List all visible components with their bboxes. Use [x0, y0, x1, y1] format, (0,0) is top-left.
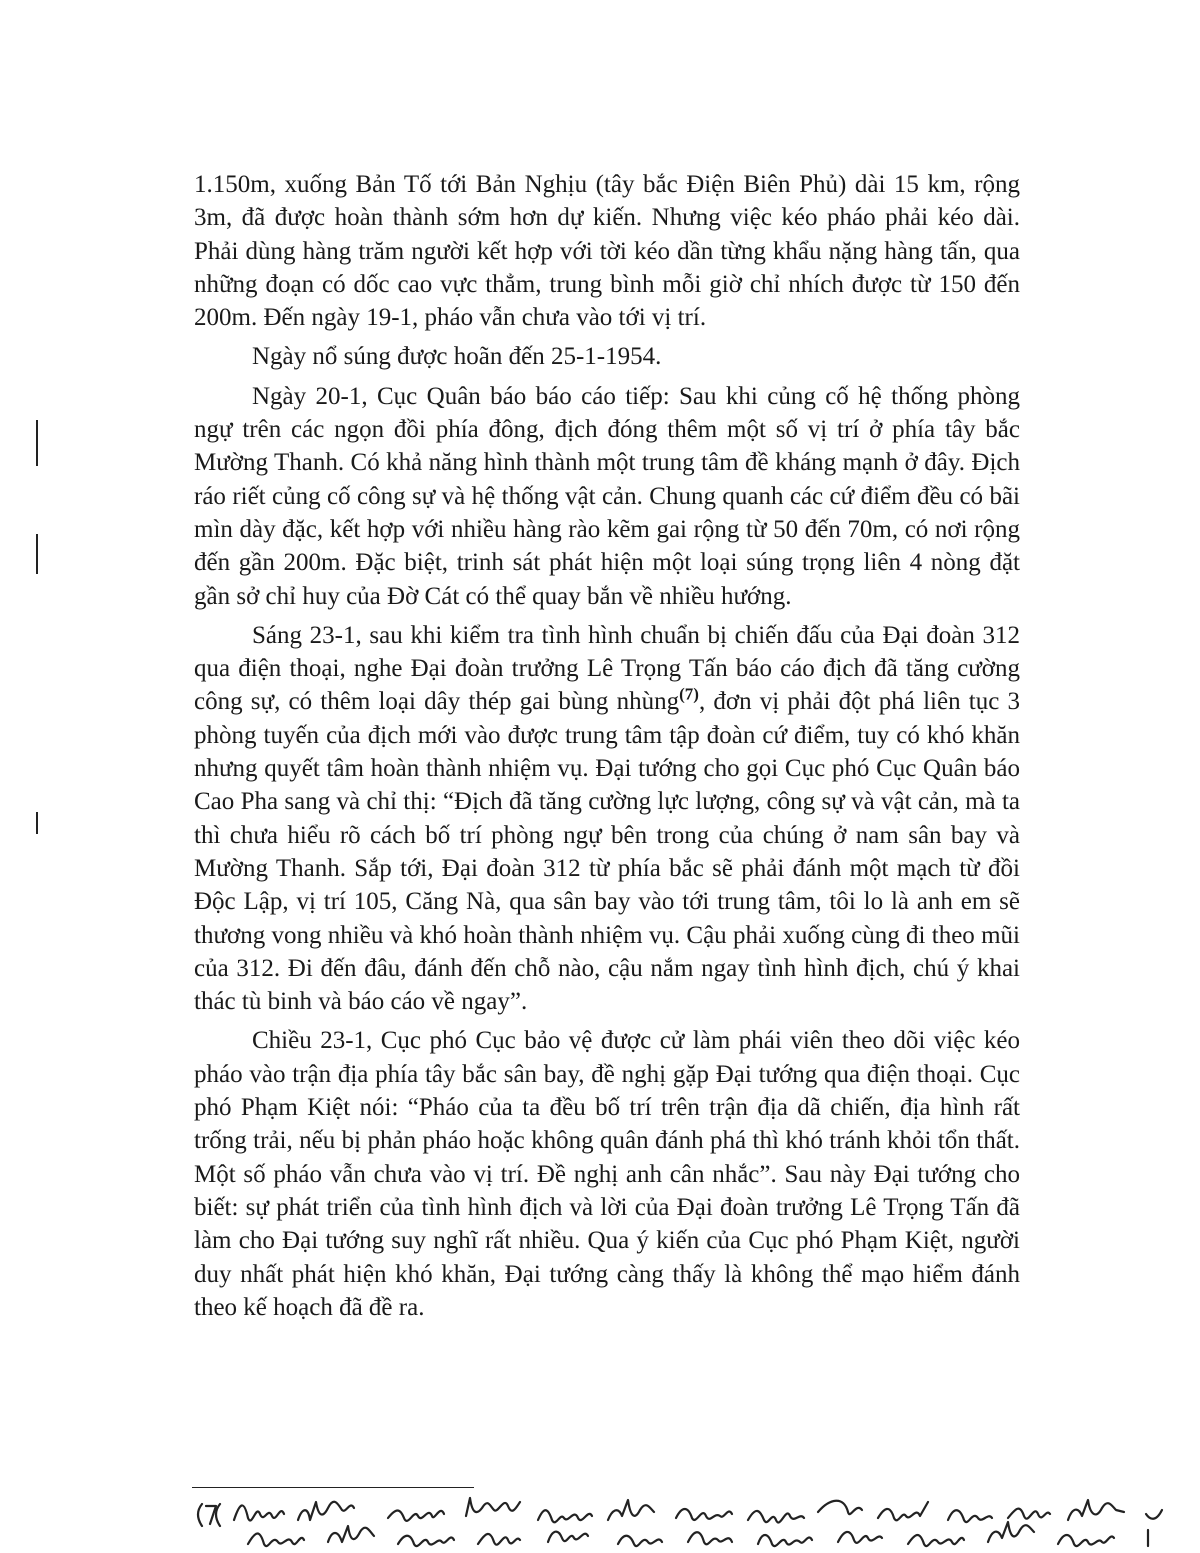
- paragraph-3: Ngày 20-1, Cục Quân báo báo cáo tiếp: Sau khi củng cố hệ thống phòng ngự trên các ngọn đồi phía đông, địch đóng thêm một số vị trí ở phía tây bắc Mường Thanh. Có khả năng hình thành một trung tâm đề kháng mạnh ở đây. Địch ráo riết củng cố công sự và hệ thống vật cản. Chung quanh các cứ điểm đều có bãi mìn dày đặc, kết hợp với nhiều hàng rào kẽm gai rộng từ 50 đến 70m, có nơi rộng đến gần 200m. Đặc biệt, trinh sát phát hiện một loại súng trọng liên 4 nòng đặt gần sở chỉ huy của Đờ Cát có thể quay bắn về nhiều hướng.: [194, 382, 1020, 610]
- paragraph-4-text-before: Sáng 23-1, sau khi kiểm tra tình hình chuẩn bị chiến đấu của Đại đoàn 312 qua điện thoại, nghe Đại đoàn trưởng Lê Trọng Tấn báo cáo địch đã tăng cường công sự, có thêm loại dây thép gai bùng nhùng: [194, 621, 1020, 716]
- footnote-reference: (7): [679, 685, 699, 705]
- paragraph-4-text-after: , đơn vị phải đột phá liên tục 3 phòng tuyến của địch mới vào được trung tâm tập đoàn cứ điểm, tuy có khó khăn nhưng quyết tâm hoàn thành nhiệm vụ. Đại tướng cho gọi Cục phó Cục Quân báo Cao Pha sang và chỉ thị: “Địch đã tăng cường lực lượng, công sự và vật cản, mà ta thì chưa hiểu rõ cách bố trí phòng ngự bên trong của chúng ở nam sân bay và Mường Thanh. Sắp tới, Đại đoàn 312 từ phía bắc sẽ phải đánh một mạch từ đồi Độc Lập, vị trí 105, Căng Nà, qua sân bay vào tới trung tâm, tôi lo là anh em sẽ thương vong nhiều và khó hoàn thành nhiệm vụ. Cậu phải xuống cùng đi theo mũi của 312. Đi đến đâu, đánh đến chỗ nào, cậu nắm ngay tình hình địch, chú ý khai thác tù binh và báo cáo về ngay”.: [194, 688, 1020, 1016]
- footnote-divider: [192, 1487, 474, 1488]
- handwritten-footnote: [188, 1490, 1178, 1553]
- margin-mark: [36, 420, 38, 466]
- handwriting-scribble: [188, 1490, 1178, 1553]
- margin-mark: [36, 534, 38, 574]
- paragraph-4: [194, 619, 1020, 1019]
- paragraph-5: Chiều 23-1, Cục phó Cục bảo vệ được cử làm phái viên theo dõi việc kéo pháo vào trận địa phía tây bắc sân bay, đề nghị gặp Đại tướng qua điện thoại. Cục phó Phạm Kiệt nói: “Pháo của ta đều bố trí trên trận địa dã chiến, địa hình rất trống trải, nếu bị phản pháo hoặc không quân đánh phá thì khó tránh khỏi tổn thất. Một số pháo vẫn chưa vào vị trí. Đề nghị anh cân nhắc”. Sau này Đại tướng cho biết: sự phát triển của tình hình địch và lời của Đại đoàn trưởng Lê Trọng Tấn đã làm cho Đại tướng suy nghĩ rất nhiều. Qua ý kiến của Cục phó Phạm Kiệt, người duy nhất phát hiện khó khăn, Đại tướng càng thấy là không thể mạo hiểm đánh theo kế hoạch đã đề ra.: [194, 1027, 1020, 1321]
- body-text: [194, 168, 1020, 1330]
- paragraph-1: 1.150m, xuống Bản Tố tới Bản Nghịu (tây bắc Điện Biên Phủ) dài 15 km, rộng 3m, đã được hoàn thành sớm hơn dự kiến. Nhưng việc kéo pháo phải kéo dài. Phải dùng hàng trăm người kết hợp với tời kéo dần từng khẩu nặng hàng tấn, qua những đoạn có dốc cao vực thẳm, trung bình mỗi giờ chỉ nhích được từ 150 đến 200m. Đến ngày 19-1, pháo vẫn chưa vào tới vị trí.: [194, 171, 1020, 332]
- margin-mark: [36, 812, 38, 834]
- paragraph-2: Ngày nổ súng được hoãn đến 25-1-1954.: [252, 343, 662, 371]
